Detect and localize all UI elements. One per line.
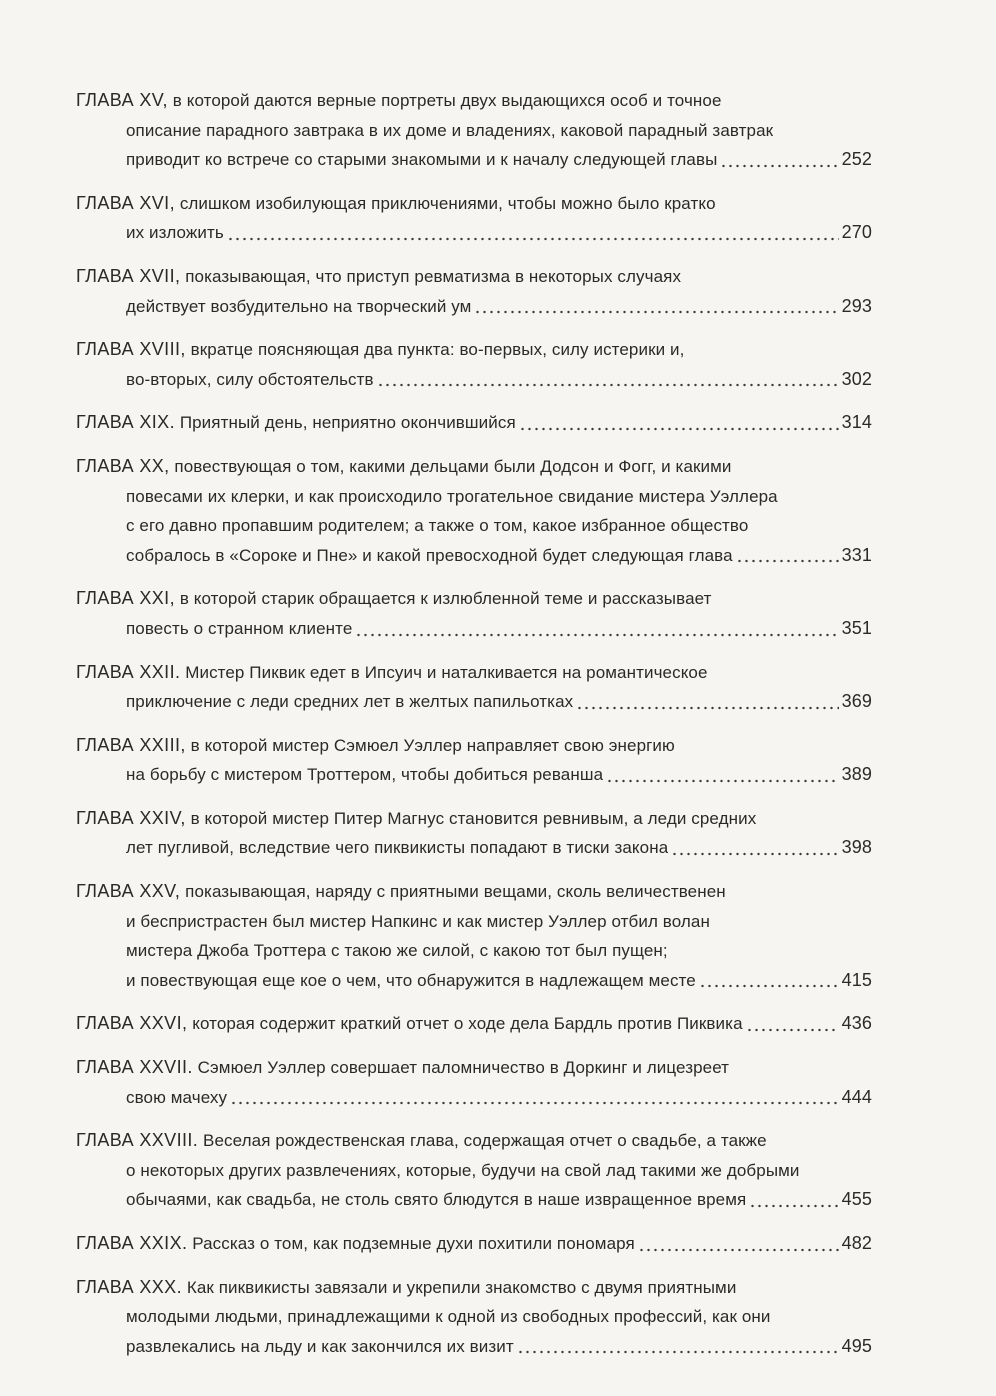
chapter-description: и повествующая еще кое о чем, что обнаружится в надлежащем месте [126,970,696,990]
chapter-description: их изложить [126,223,224,243]
chapter-description: во-вторых, силу обстоятельств [126,369,374,389]
chapter-description: в которой даются верные портреты двух выдающихся особ и точное [172,91,722,110]
toc-entry [76,1126,872,1215]
page-number: 369 [841,691,872,712]
toc-entry-line [76,116,872,146]
chapter-description: повесть о странном клиенте [126,618,353,638]
toc-entry-line [76,189,872,219]
chapter-description: Сэмюел Уэллер совершает паломничество в Доркинг и лицезреет [197,1058,730,1078]
page-number: 415 [841,969,872,990]
chapter-description: Как пиквикисты завязали и укрепили знакомство с двумя приятными [186,1277,737,1297]
chapter-description: собралось в «Сороке и Пне» и какой превосходной будет следующая глава [126,545,733,565]
chapter-description: о некоторых других развлечениях, которые, будучи на свой лад такими же добрыми [126,1160,800,1180]
dot-leader [699,984,839,988]
page-number: 351 [841,617,872,638]
toc-entry-line [76,877,872,907]
toc-entry-last-line [76,218,872,248]
toc-entry-line [76,511,872,541]
chapter-heading: ГЛАВА XXI, [76,588,175,609]
chapter-heading: ГЛАВА XXVIII. [76,1130,199,1151]
chapter-heading: ГЛАВА XXV, [76,881,181,902]
page-number: 302 [841,368,872,389]
chapter-description: в которой мистер Питер Магнус становится ревнивым, а леди средних [190,808,757,828]
toc-entry-line [76,86,872,116]
page-number: 444 [841,1086,872,1107]
toc-entry-line [76,1156,872,1186]
dot-leader [746,1028,839,1032]
chapter-description: Веселая рождественская глава, содержащая отчет о свадьбе, а также [203,1131,767,1151]
chapter-heading: ГЛАВА XVII, [76,265,181,286]
toc-entry [76,658,872,717]
toc-entry-line [76,936,872,966]
toc-entry-last-line [76,1229,872,1259]
page-number: 389 [841,764,872,785]
chapter-description: молодыми людьми, принадлежащими к одной из свободных профессий, как они [126,1307,771,1327]
chapter-description: Мистер Пиквик едет в Ипсуич и наталкивается на романтическое [185,662,708,682]
toc-entry-line [76,1126,872,1156]
chapter-description: свою мачеху [126,1087,228,1107]
dot-leader [227,237,839,241]
toc-entry-line [76,907,872,937]
toc-entry-last-line [76,760,872,790]
toc-entry-line [76,731,872,761]
dot-leader [720,164,838,168]
toc-entry [76,1273,872,1362]
dot-leader [474,310,838,314]
toc-entry-last-line [76,614,872,644]
chapter-heading: ГЛАВА XXII. [76,661,181,682]
chapter-description: в которой старик обращается к излюбленной теме и рассказывает [179,589,712,609]
toc-entry-line [76,1302,872,1332]
chapter-description: лет пугливой, вследствие чего пиквикисты попадают в тиски закона [126,838,669,858]
toc-entry [76,584,872,643]
toc-entry [76,262,872,321]
toc-entry-line [76,1273,872,1303]
chapter-heading: ГЛАВА XXIII, [76,734,186,755]
page-number: 252 [841,149,872,170]
dot-leader [736,559,839,563]
dot-leader [355,633,838,637]
chapter-description: приводит ко встрече со старыми знакомыми и к началу следующей главы [126,150,718,170]
toc-entry [76,1053,872,1112]
toc-entry-last-line [76,1185,872,1215]
toc-entry [76,804,872,863]
chapter-description: показывающая, что приступ ревматизма в некоторых случаях [185,266,682,286]
toc-entry [76,189,872,248]
dot-leader [606,779,839,783]
toc-entry-line [76,335,872,365]
dot-leader [638,1248,839,1252]
chapter-heading: ГЛАВА XV, [76,90,168,110]
page-number: 331 [841,544,872,565]
chapter-description: развлекались на льду и как закончился их визит [126,1336,514,1356]
page-number: 270 [841,222,872,243]
chapter-heading: ГЛАВА XVI, [76,192,175,213]
chapter-description: Приятный день, неприятно окончившийся [179,413,516,433]
toc-entry-last-line [76,1332,872,1362]
toc-entry-line [76,658,872,688]
chapter-heading: ГЛАВА XVIII, [76,339,186,360]
page-number: 314 [841,412,872,433]
dot-leader [576,706,838,710]
toc-entry-last-line [76,541,872,571]
dot-leader [517,1350,839,1354]
table-of-contents [76,86,872,1375]
chapter-description: слишком изобилующая приключениями, чтобы можно было кратко [179,193,716,213]
toc-entry-last-line [76,1083,872,1113]
chapter-heading: ГЛАВА XXIX. [76,1233,188,1253]
toc-entry [76,408,872,438]
toc-entry [76,452,872,570]
chapter-description: мистера Джоба Троттера с такою же силой, с какою тот был пущен; [126,941,668,961]
toc-entry [76,86,872,175]
toc-entry-line [76,452,872,482]
chapter-description: вкратце поясняющая два пункта: во-первых, силу истерики и, [190,340,685,360]
chapter-description: действует возбудительно на творческий ум [126,296,472,316]
toc-entry [76,1009,872,1039]
dot-leader [749,1204,838,1208]
toc-entry-last-line [76,292,872,322]
toc-entry-line [76,804,872,834]
dot-leader [519,427,839,431]
page-number: 293 [841,295,872,316]
toc-entry [76,877,872,995]
toc-entry-last-line [76,1009,872,1039]
toc-entry-line [76,1053,872,1083]
dot-leader [230,1101,839,1105]
page-number: 398 [841,837,872,858]
chapter-heading: ГЛАВА XXIV, [76,807,186,828]
page-number: 482 [841,1233,872,1253]
chapter-description: с его давно пропавшим родителем; а также о том, какое избранное общество [126,516,749,536]
page-number: 436 [841,1013,872,1034]
chapter-description: на борьбу с мистером Троттером, чтобы добиться реванша [126,765,604,785]
chapter-description: приключение с леди средних лет в желтых папильотках [126,692,574,712]
chapter-description: описание парадного завтрака в их доме и владениях, каковой парадный завтрак [126,120,774,140]
chapter-heading: ГЛАВА XXX. [76,1276,182,1297]
toc-entry [76,335,872,394]
toc-entry-last-line [76,687,872,717]
chapter-heading: ГЛАВА XXVII. [76,1057,193,1078]
chapter-description: в которой мистер Сэмюел Уэллер направляет свою энергию [190,735,675,755]
toc-entry-line [76,262,872,292]
chapter-description: повествующая о том, какими дельцами были Додсон и Фогг, и какими [174,456,732,476]
page-number: 455 [841,1189,872,1210]
toc-entry-last-line [76,145,872,175]
chapter-description: Рассказ о том, как подземные духи похитили пономаря [192,1234,635,1253]
chapter-description: показывающая, наряду с приятными вещами, сколь величественен [185,882,726,902]
chapter-heading: ГЛАВА XX, [76,455,170,476]
toc-entry-last-line [76,408,872,438]
dot-leader [671,852,838,856]
chapter-heading: ГЛАВА XIX. [76,412,175,433]
chapter-description: повесами их клерки, и как происходило трогательное свидание мистера Уэллера [126,486,778,506]
toc-entry-line [76,584,872,614]
page-number: 495 [841,1335,872,1356]
toc-entry-last-line [76,966,872,996]
toc-entry-last-line [76,833,872,863]
chapter-description: и беспристрастен был мистер Напкинс и как мистер Уэллер отбил волан [126,911,710,931]
toc-entry [76,1229,872,1259]
toc-entry-last-line [76,365,872,395]
toc-entry [76,731,872,790]
chapter-heading: ГЛАВА XXVI, [76,1013,188,1034]
chapter-description: обычаями, как свадьба, не столь свято блюдутся в наше извращенное время [126,1190,747,1210]
chapter-description: которая содержит краткий отчет о ходе дела Бардль против Пиквика [192,1014,743,1034]
dot-leader [377,383,839,387]
toc-entry-line [76,482,872,512]
